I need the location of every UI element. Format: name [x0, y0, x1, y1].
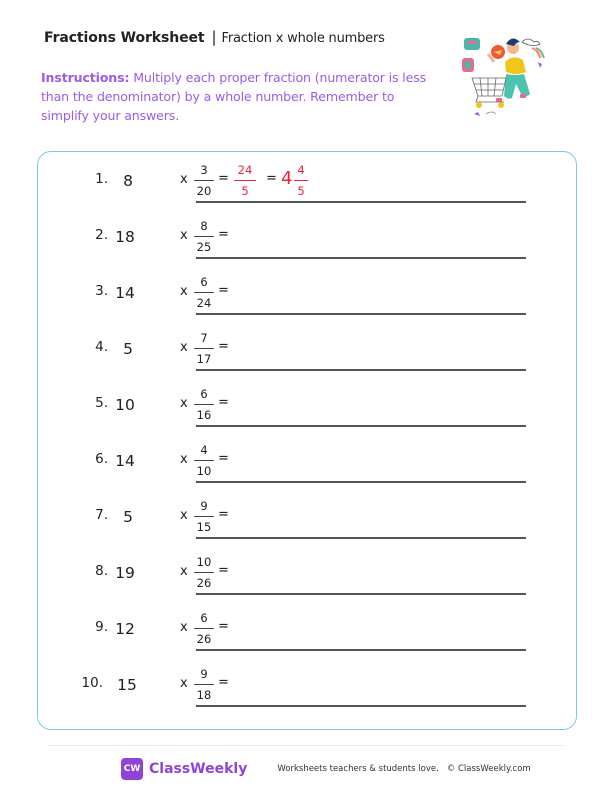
fraction	[194, 219, 214, 255]
answer-line[interactable]	[196, 257, 526, 259]
answer-line[interactable]	[196, 649, 526, 651]
denominator: 24	[196, 296, 212, 310]
fraction	[194, 163, 214, 199]
answer-line[interactable]	[196, 481, 526, 483]
equals-sign: =	[218, 395, 229, 410]
problem-row	[38, 611, 576, 651]
problem-number: 3.	[95, 283, 108, 299]
whole-number: 10	[115, 396, 135, 414]
fraction-bar	[194, 628, 214, 629]
equals-sign: =	[266, 171, 277, 186]
fraction-bar	[194, 572, 214, 573]
equals-sign: =	[218, 339, 229, 354]
whole-number: 12	[115, 620, 135, 638]
answer-denominator: 5	[241, 184, 249, 198]
problem-number: 8.	[95, 563, 108, 579]
whole-number: 19	[115, 564, 135, 582]
fraction-bar	[194, 292, 214, 293]
denominator: 25	[196, 240, 212, 254]
problem-number: 2.	[95, 227, 108, 243]
numerator: 9	[200, 667, 208, 681]
equals-sign: =	[218, 675, 229, 690]
denominator: 16	[196, 408, 212, 422]
instructions	[41, 68, 441, 125]
fraction	[194, 387, 214, 423]
times-sign: x	[180, 564, 188, 579]
times-sign: x	[180, 452, 188, 467]
whole-number: 14	[115, 452, 135, 470]
fraction-bar	[194, 180, 214, 181]
answer-numerator: 4	[297, 163, 305, 177]
problem-row	[38, 667, 576, 707]
answer-numerator: 24	[237, 163, 253, 177]
fraction	[194, 667, 214, 703]
denominator: 10	[196, 464, 212, 478]
fraction	[194, 555, 214, 591]
boy-with-shopping-cart-illustration	[458, 32, 554, 128]
answer-mixed-fraction	[294, 163, 308, 199]
answer-denominator: 5	[297, 184, 305, 198]
instructions-label: Instructions:	[41, 70, 130, 85]
denominator: 17	[196, 352, 212, 366]
numerator: 8	[200, 219, 208, 233]
equals-sign: =	[218, 283, 229, 298]
times-sign: x	[180, 508, 188, 523]
whole-number: 15	[117, 676, 137, 694]
problem-row	[38, 163, 576, 203]
classweekly-logo-icon: CW	[121, 758, 143, 780]
numerator: 4	[200, 443, 208, 457]
equals-sign: =	[218, 451, 229, 466]
answer-line[interactable]	[196, 201, 526, 203]
instructions-text: Multiply each proper fraction (numerator is less than the denominator) by a whole number. Remember to simplify your answers.	[41, 70, 427, 123]
equals-sign: =	[218, 507, 229, 522]
fraction-bar	[194, 236, 214, 237]
times-sign: x	[180, 284, 188, 299]
problem-number: 6.	[95, 451, 108, 467]
numerator: 9	[200, 499, 208, 513]
times-sign: x	[180, 620, 188, 635]
times-sign: x	[180, 676, 188, 691]
fraction	[194, 275, 214, 311]
problem-number: 1.	[95, 171, 108, 187]
footer-tagline: Worksheets teachers & students love.	[277, 764, 439, 774]
problem-number: 7.	[95, 507, 108, 523]
fraction	[194, 499, 214, 535]
fraction-bar	[234, 180, 256, 181]
footer-divider	[48, 745, 564, 746]
equals-sign: =	[218, 563, 229, 578]
problem-row	[38, 555, 576, 595]
worksheet-header	[44, 28, 385, 48]
title-separator: |	[211, 28, 217, 46]
worksheet-title: Fractions Worksheet	[44, 30, 205, 46]
equals-sign: =	[218, 171, 229, 186]
whole-number: 8	[123, 172, 133, 190]
problem-row	[38, 331, 576, 371]
answer-line[interactable]	[196, 705, 526, 707]
answer-line[interactable]	[196, 537, 526, 539]
whole-number: 18	[115, 228, 135, 246]
problem-row	[38, 443, 576, 483]
fraction-bar	[194, 516, 214, 517]
problem-row	[38, 275, 576, 315]
fraction-bar	[194, 684, 214, 685]
fraction-bar	[194, 460, 214, 461]
numerator: 10	[196, 555, 212, 569]
fraction	[194, 611, 214, 647]
worksheet-subtitle: Fraction x whole numbers	[221, 31, 385, 46]
brand-name: ClassWeekly	[149, 761, 248, 777]
footer	[121, 758, 531, 780]
answer-line[interactable]	[196, 425, 526, 427]
denominator: 26	[196, 632, 212, 646]
denominator: 26	[196, 576, 212, 590]
answer-line[interactable]	[196, 313, 526, 315]
denominator: 20	[196, 184, 212, 198]
answer-line[interactable]	[196, 369, 526, 371]
problem-row	[38, 387, 576, 427]
fraction	[194, 443, 214, 479]
fraction-bar	[194, 404, 214, 405]
problem-number: 10.	[81, 675, 103, 691]
numerator: 6	[200, 611, 208, 625]
problem-row	[38, 219, 576, 259]
answer-line[interactable]	[196, 593, 526, 595]
whole-number: 14	[115, 284, 135, 302]
times-sign: x	[180, 172, 188, 187]
numerator: 6	[200, 275, 208, 289]
answer-improper-fraction	[234, 163, 256, 199]
problems-box	[37, 151, 577, 730]
fraction-bar	[294, 180, 308, 181]
problem-number: 5.	[95, 395, 108, 411]
equals-sign: =	[218, 619, 229, 634]
fraction-bar	[194, 348, 214, 349]
numerator: 3	[200, 163, 208, 177]
denominator: 15	[196, 520, 212, 534]
footer-copyright: © ClassWeekly.com	[446, 764, 531, 774]
problem-number: 9.	[95, 619, 108, 635]
times-sign: x	[180, 396, 188, 411]
equals-sign: =	[218, 227, 229, 242]
numerator: 6	[200, 387, 208, 401]
denominator: 18	[196, 688, 212, 702]
problem-row	[38, 499, 576, 539]
whole-number: 5	[123, 508, 133, 526]
times-sign: x	[180, 228, 188, 243]
whole-number: 5	[123, 340, 133, 358]
numerator: 7	[200, 331, 208, 345]
answer-mixed-whole: 4	[281, 168, 293, 189]
fraction	[194, 331, 214, 367]
problem-number: 4.	[95, 339, 108, 355]
times-sign: x	[180, 340, 188, 355]
